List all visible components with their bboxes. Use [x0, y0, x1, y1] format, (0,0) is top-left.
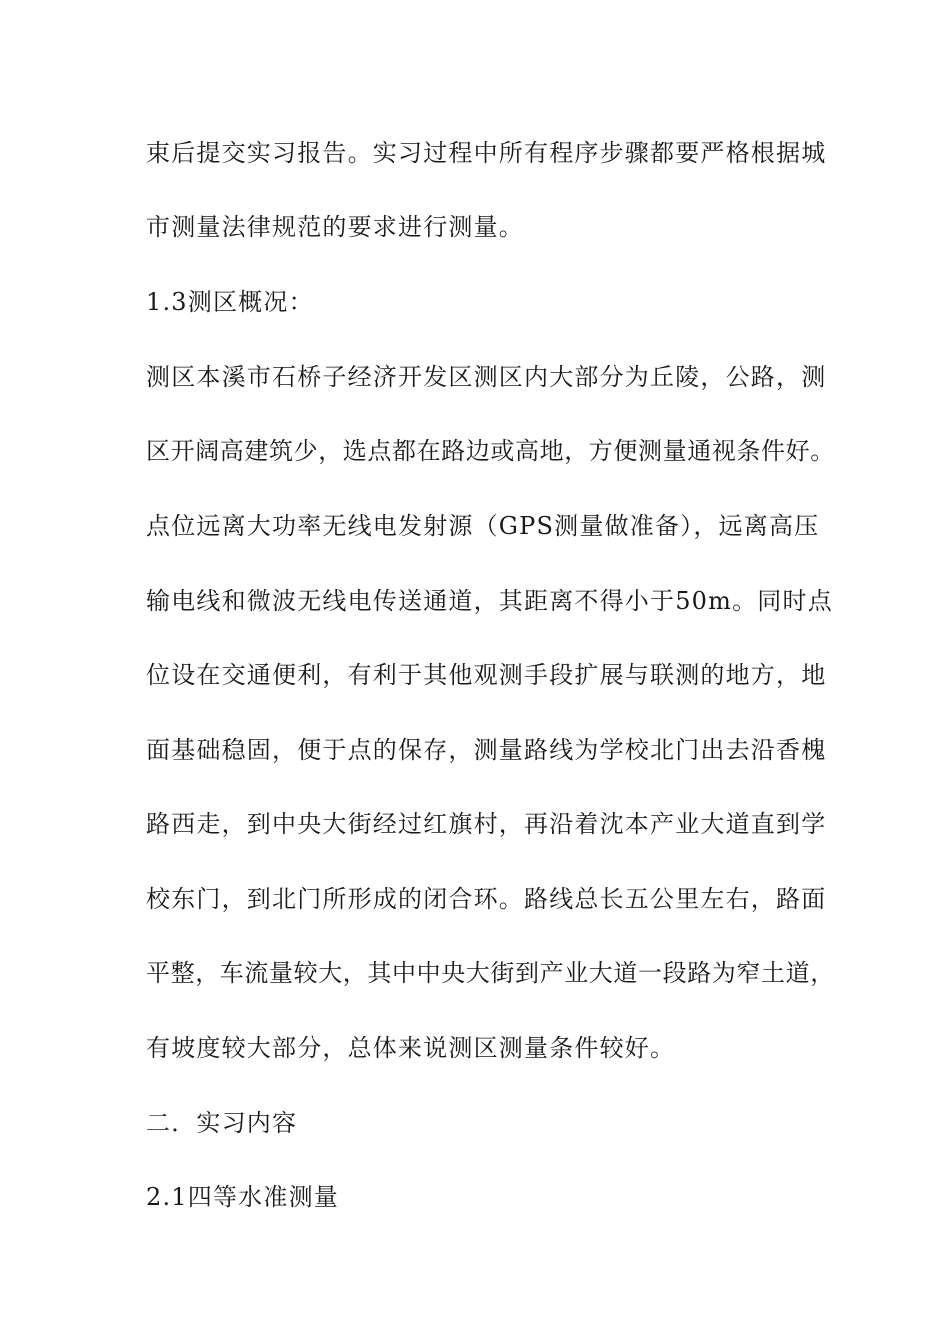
paragraph-line: 面基础稳固，便于点的保存，测量路线为学校北门出去沿香槐	[146, 736, 827, 764]
paragraph-line: 路西走，到中央大街经过红旗村，再沿着沈本产业大道直到学	[146, 810, 827, 838]
section-heading: 1.3测区概况：	[146, 288, 314, 316]
section-heading: 二．实习内容	[146, 1109, 298, 1137]
subsection-heading: 2.1四等水准测量	[146, 1183, 339, 1211]
paragraph-line: 点位远离大功率无线电发射源（GPS测量做准备），远离高压	[146, 512, 820, 540]
paragraph-line: 束后提交实习报告。实习过程中所有程序步骤都要严格根据城	[146, 139, 827, 167]
paragraph-line: 有坡度较大部分，总体来说测区测量条件较好。	[146, 1034, 676, 1062]
paragraph-line: 输电线和微波无线电传送通道，其距离不得小于50m。同时点	[146, 587, 833, 615]
paragraph-line: 位设在交通便利，有利于其他观测手段扩展与联测的地方，地	[146, 661, 827, 689]
paragraph-line: 区开阔高建筑少，选点都在路边或高地，方便测量通视条件好。	[146, 437, 835, 465]
paragraph-line: 校东门，到北门所形成的闭合环。路线总长五公里左右，路面	[146, 885, 827, 913]
paragraph-line: 测区本溪市石桥子经济开发区测区内大部分为丘陵，公路，测	[146, 363, 827, 391]
paragraph-line: 市测量法律规范的要求进行测量。	[146, 213, 524, 241]
paragraph-line: 平整，车流量较大，其中中央大街到产业大道一段路为窄土道，	[146, 959, 835, 987]
